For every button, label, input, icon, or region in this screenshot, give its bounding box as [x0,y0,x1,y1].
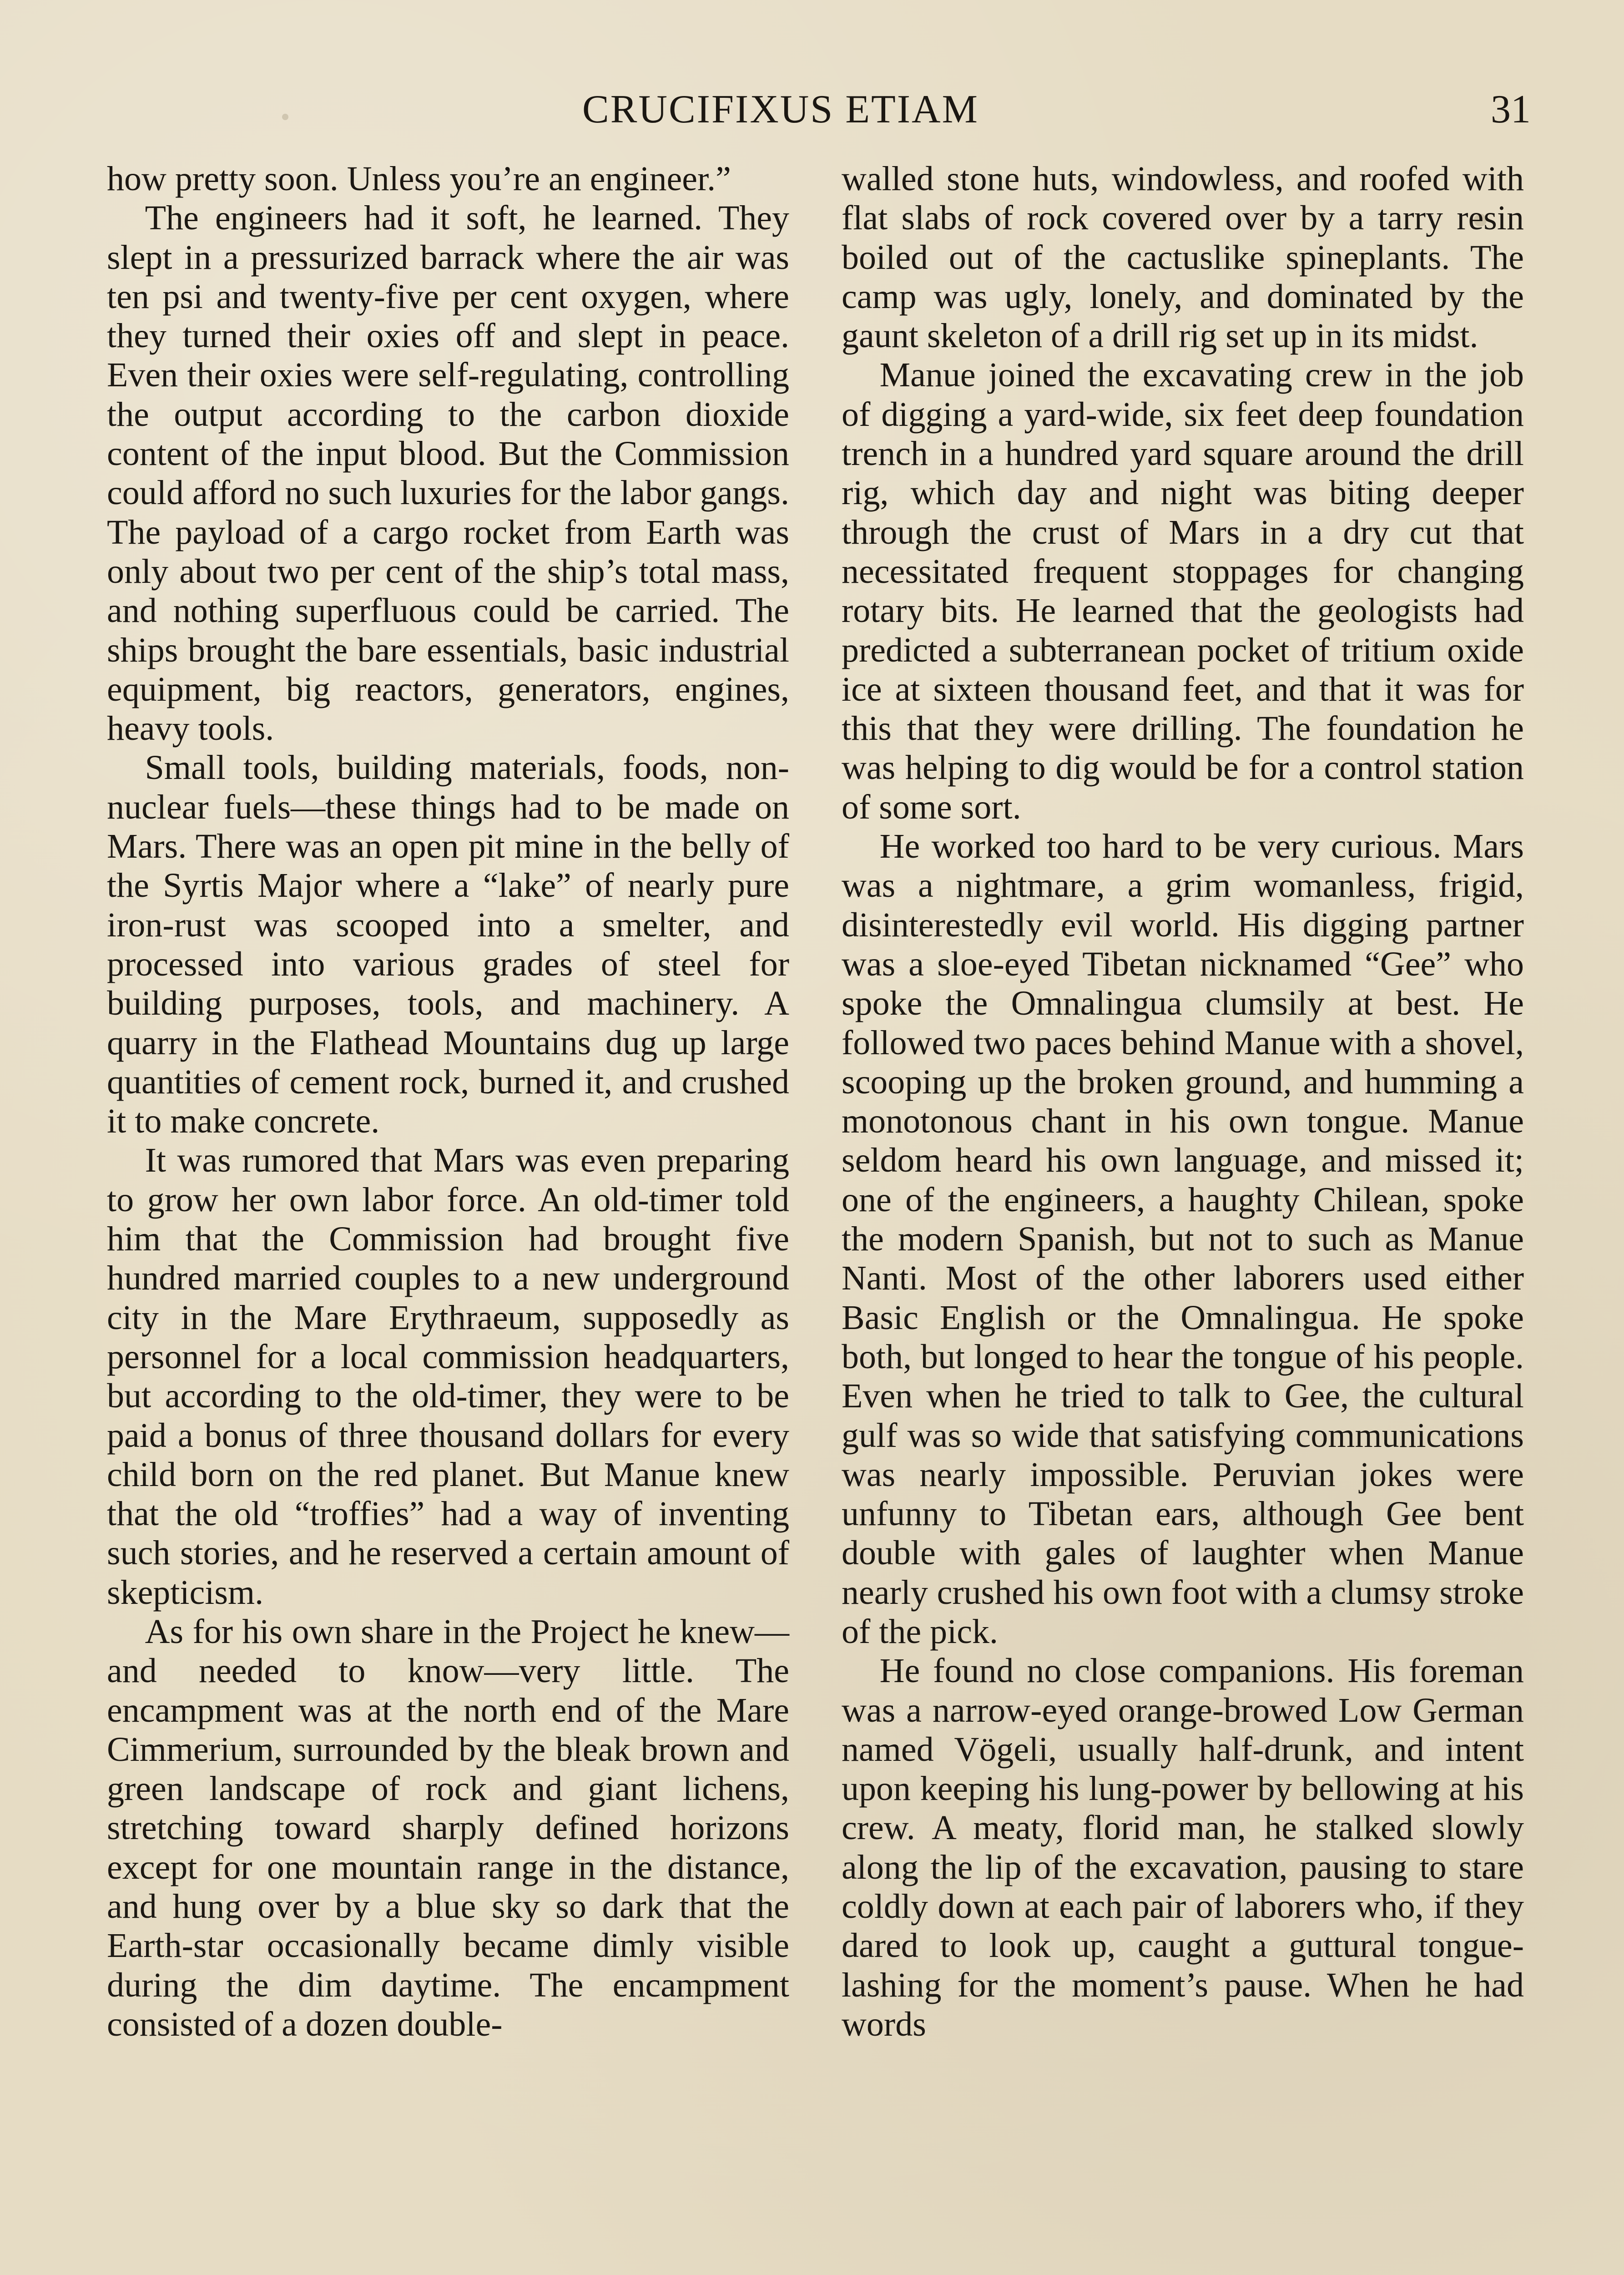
right-text-column [842,159,1524,2044]
paragraph: He found no close companions. His foreman was a narrow-eyed orange-browed Low German named Vögeli, usually half-drunk, and intent upon keeping his lung-power by bellowing at his crew. A meaty, florid man, he stalked slowly along the lip of the excavation, pausing to stare coldly down at each pair of laborers who, if they dared to look up, caught a guttural tongue-lashing for the moment’s pause. When he had words [842,1652,1524,2043]
page-number: 31 [1491,87,1531,131]
paragraph: As for his own share in the Project he knew—and needed to know—very little. The encampment was at the north end of the Mare Cimmerium, surrounded by the bleak brown and green landscape of rock and giant lichens, stretching toward sharply defined horizons except for one mountain range in the distance, and hung over by a blue sky so dark that the Earth-star occasionally became dimly visible during the dim daytime. The encampment consisted of a dozen double- [107,1612,789,2043]
paragraph: He worked too hard to be very curious. Mars was a nightmare, a grim womanless, frigid, disinterestedly evil world. His digging partner was a sloe-eyed Tibetan nicknamed “Gee” who spoke the Omnalingua clumsily at best. He followed two paces behind Manue with a shovel, scooping up the broken ground, and humming a monotonous chant in his own tongue. Manue seldom heard his own language, and missed it; one of the engineers, a haughty Chilean, spoke the modern Spanish, but not to such as Manue Nanti. Most of the other laborers used either Basic English or the Omnalingua. He spoke both, but longed to hear the tongue of his people. Even when he tried to talk to Gee, the cultural gulf was so wide that satisfying communications was nearly impossible. Peruvian jokes were unfunny to Tibetan ears, although Gee bent double with gales of laughter when Manue nearly crushed his own foot with a clumsy stroke of the pick. [842,827,1524,1651]
paragraph: how pretty soon. Unless you’re an engineer.” [107,160,731,198]
running-title: CRUCIFIXUS ETIAM [582,87,979,131]
paragraph: It was rumored that Mars was even preparing to grow her own labor force. An old-timer told him that the Commission had brought five hundred married couples to a new underground city in the Mare Erythraeum, supposedly as personnel for a local commission headquarters, but according to the old-timer, they were to be paid a bonus of three thousand dollars for every child born on the red planet. But Manue knew that the old “troffies” had a way of inventing such stories, and he reserved a certain amount of skepticism. [107,1141,789,1612]
paragraph: Manue joined the excavating crew in the job of digging a yard-wide, six feet deep foundation trench in a hundred yard square around the drill rig, which day and night was biting deeper through the crust of Mars in a dry cut that necessitated frequent stoppages for changing rotary bits. He learned that the geologists had predicted a subterranean pocket of tritium oxide ice at sixteen thousand feet, and that it was for this that they were drilling. The foundation he was helping to dig would be for a control station of some sort. [842,356,1524,826]
left-text-column [107,159,789,2044]
paragraph: Small tools, building materials, foods, non-nuclear fuels—these things had to be made on Mars. There was an open pit mine in the belly of the Syrtis Major where a “lake” of nearly pure iron-rust was scooped into a smelter, and processed into various grades of steel for building purposes, tools, and machinery. A quarry in the Flathead Mountains dug up large quantities of cement rock, burned it, and crushed it to make concrete. [107,748,789,1141]
paragraph: The engineers had it soft, he learned. They slept in a pressurized barrack where the air was ten psi and twenty-five per cent oxygen, where they turned their oxies off and slept in peace. Even their oxies were self-regulating, controlling the output according to the carbon dioxide content of the input blood. But the Commission could afford no such luxuries for the labor gangs. The payload of a cargo rocket from Earth was only about two per cent of the ship’s total mass, and nothing superfluous could be carried. The ships brought the bare essentials, basic industrial equipment, big reactors, generators, engines, heavy tools. [107,199,789,748]
paragraph: walled stone huts, windowless, and roofed with flat slabs of rock covered over by a tarry resin boiled out of the cactuslike spineplants. The camp was ugly, lonely, and dominated by the gaunt skeleton of a drill rig set up in its midst. [842,160,1524,355]
page-header [107,86,1531,141]
